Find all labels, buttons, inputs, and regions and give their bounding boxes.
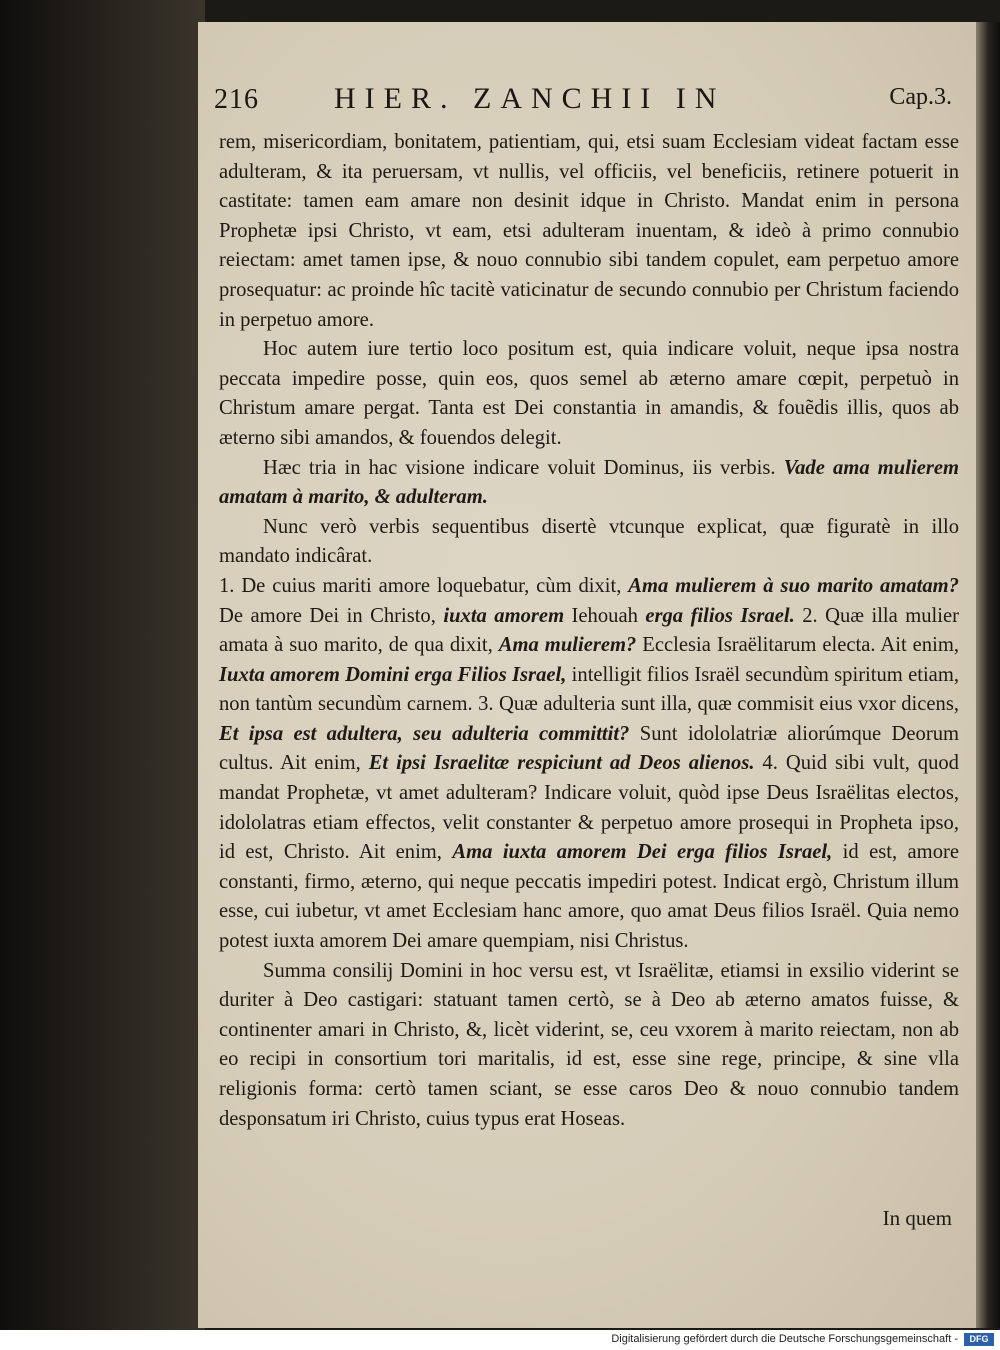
- text-run: Iehouah: [564, 604, 646, 627]
- scan-background: [0, 0, 205, 1330]
- text-run: Ecclesia Israëlitarum electa. Ait enim,: [636, 634, 959, 657]
- scripture-quote: iuxta amorem: [443, 604, 565, 627]
- text-run: 4. Quid sibi vult, quod mandat Prophetæ, vt amet adulteram? Indicare voluit, quòd ipse Deus Israëlitas electos, idololatras etiam effectos, velit constanter & perpetuo amore prosequi in Propheta ipso, id est, Christo. Ait enim,: [219, 752, 959, 864]
- text-run: Sunt idololatriæ aliorúmque Deorum cultus. Ait enim,: [219, 722, 960, 775]
- scripture-quote: Et ipsi Israelitæ respiciunt ad Deos alienos.: [368, 752, 755, 775]
- catchword: In quem: [882, 1206, 952, 1230]
- paragraph: [219, 128, 959, 335]
- scripture-quote: erga filios Israel.: [645, 604, 795, 627]
- paragraph: [219, 335, 959, 453]
- body-text: [219, 128, 959, 1134]
- paragraph: [219, 454, 959, 513]
- scripture-quote: Ama mulierem?: [498, 634, 637, 657]
- scripture-quote: Iuxta amorem Domini erga Filios Israel,: [219, 663, 567, 686]
- page-edge: [976, 22, 1000, 1328]
- dfg-logo: DFG: [964, 1333, 994, 1346]
- text-run: Nunc verò verbis sequentibus disertè vtcunque explicat, quæ figuratè in illo mandato indicârat.: [219, 515, 959, 568]
- text-run: Summa consilij Domini in hoc versu est, vt Israëlitæ, etiamsi in exsilio viderint se duriter à Deo castigari: statuant tamen certò, se à Deo ab æterno amatos fuisse, & continenter amari in Christo, &, licèt viderint, se, ceu vxorem à marito reiectam, non ab eo recipi in consortium tori maritalis, id est, esse sine rege, principe, & sine vlla religionis forma: certò tamen sciant, se esse caros Deo & nouo connubio tandem desponsatum iri Christo, cuius typus erat Hoseas.: [219, 959, 959, 1130]
- text-run: id est, amore constanti, firmo, æterno, qui neque peccatis impediri potest. Indicat ergò, Christum illum esse, cui iubetur, vt amet Ecclesiam hanc amore, quo amat Deus filios Israël. Quia nemo potest iuxta amorem Dei amare quempiam, nisi Christus.: [219, 841, 959, 953]
- text-run: De amore Dei in Christo,: [219, 604, 444, 627]
- page-header: [214, 84, 966, 128]
- book-page: [198, 22, 976, 1328]
- scripture-quote: Et ipsa est adultera, seu adulteria committit?: [219, 722, 630, 745]
- paragraph: [219, 572, 959, 957]
- scripture-quote: Vade ama mulierem amatam à marito, & adulteram.: [219, 456, 960, 509]
- text-run: 1. De cuius mariti amore loquebatur, cùm dixit,: [219, 574, 629, 597]
- paragraph: [219, 513, 959, 572]
- text-run: 2. Quæ illa mulier amata à suo marito, de qua dixit,: [219, 604, 960, 657]
- chapter-label: Cap.3.: [889, 84, 952, 110]
- paragraph: [219, 957, 959, 1135]
- scripture-quote: Ama iuxta amorem Dei erga filios Israel,: [452, 841, 833, 864]
- text-run: intelligit filios Israël secundùm spiritum etiam, non tantùm secundùm carnem. 3. Quæ adulteria sunt illa, quæ commisit eius vxor dicens,: [219, 663, 959, 716]
- running-title: HIER. ZANCHII IN: [334, 82, 726, 115]
- funding-credit: Digitalisierung gefördert durch die Deutsche Forschungsgemeinschaft -: [611, 1333, 958, 1345]
- text-run: rem, misericordiam, bonitatem, patientiam, qui, etsi suam Ecclesiam videat factam esse adulteram, & ita peruersam, vt nullis, vel officiis, vel beneficiis, retinere potuerit in castitate: tamen eam amare non desinit idque in Christo. Mandat enim in persona Prophetæ ipsi Christo, vt eam, etsi adulteram inuentam, & ideò à primo connubio reiectam: amet tamen ipse, & nouo connubio sibi tandem copulet, eam perpetuo amore prosequatur: ac proinde hîc tacitè vaticinatur de secundo connubio per Christum faciendo in perpetuo amore.: [219, 131, 959, 331]
- scripture-quote: Ama mulierem à suo marito amatam?: [628, 574, 959, 597]
- text-run: Hæc tria in hac visione indicare voluit Dominus, iis verbis.: [263, 456, 784, 479]
- text-run: Hoc autem iure tertio loco positum est, quia indicare voluit, neque ipsa nostra peccata impedire posse, quin eos, quos semel ab æterno amare cœpit, perpetuò in Christum amare pergat. Tanta est Dei constantia in amandis, & fouẽdis illis, quos ab æterno sibi amandos, & fouendos delegit.: [219, 338, 959, 449]
- page-number: 216: [214, 84, 259, 115]
- footer-bar: [0, 1330, 1000, 1350]
